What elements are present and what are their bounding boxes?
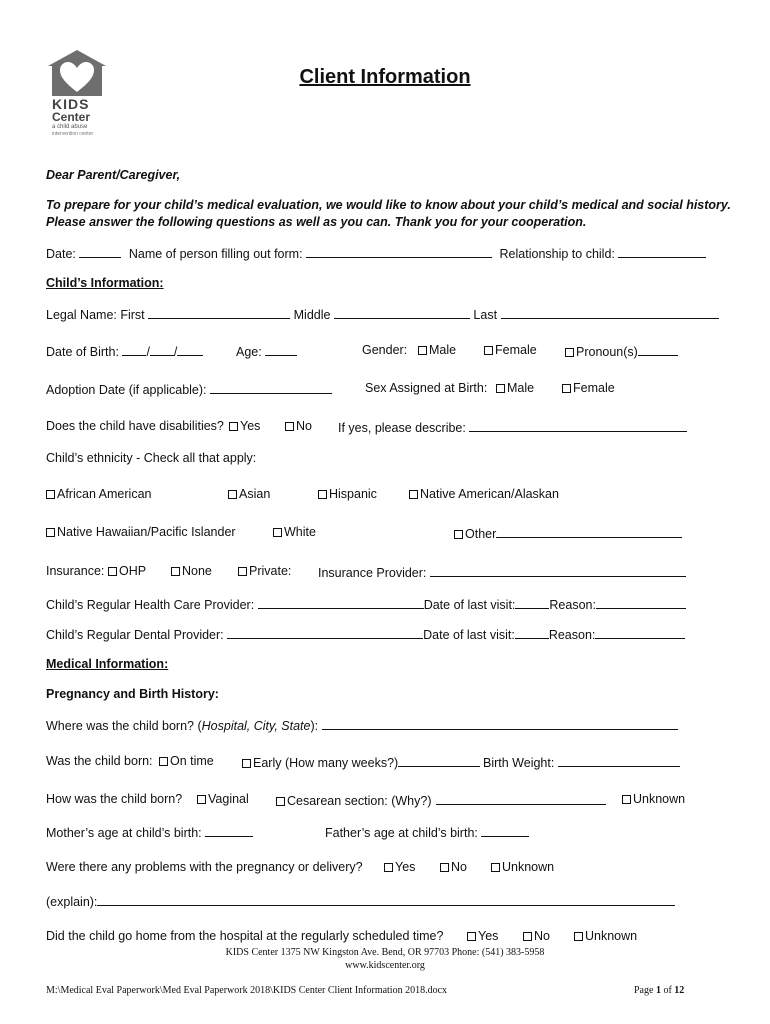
pronouns-checkbox[interactable] bbox=[565, 348, 574, 357]
dob-day-field[interactable] bbox=[150, 343, 174, 356]
insurance-private-option[interactable] bbox=[238, 564, 291, 578]
went-home-yes-option[interactable] bbox=[467, 929, 498, 943]
ethnicity-hispanic-checkbox[interactable] bbox=[318, 490, 327, 499]
born-where-hint: Hospital, City, State bbox=[201, 719, 311, 733]
disabilities-yes-checkbox[interactable] bbox=[229, 422, 238, 431]
insurance-provider-field[interactable] bbox=[430, 564, 686, 577]
age-label: Age: bbox=[236, 345, 262, 359]
age-group bbox=[236, 343, 297, 359]
row-date bbox=[46, 245, 706, 261]
last-name-field[interactable] bbox=[501, 306, 719, 319]
problems-no-option[interactable] bbox=[440, 860, 467, 874]
middle-name-field[interactable] bbox=[334, 306, 470, 319]
ethnicity-asian-checkbox[interactable] bbox=[228, 490, 237, 499]
born-on-time-checkbox[interactable] bbox=[159, 757, 168, 766]
gender-female-label: Female bbox=[495, 343, 537, 357]
sex-assigned-label: Sex Assigned at Birth: bbox=[365, 381, 488, 395]
born-cesarean-option[interactable] bbox=[276, 792, 606, 808]
page-title: Client Information bbox=[299, 66, 471, 88]
row-health-provider bbox=[46, 596, 686, 612]
problems-unknown-checkbox[interactable] bbox=[491, 863, 500, 872]
page-current: 1 bbox=[655, 985, 661, 996]
ethnicity-asian-label: Asian bbox=[239, 487, 271, 501]
disabilities-no-label: No bbox=[296, 419, 312, 433]
page-total: 12 bbox=[674, 985, 685, 996]
adoption-group bbox=[46, 381, 332, 397]
disabilities-no-option[interactable] bbox=[285, 419, 312, 433]
gender-male-checkbox[interactable] bbox=[418, 346, 427, 355]
problems-label: Were there any problems with the pregnancy or delivery? bbox=[46, 860, 363, 874]
born-vaginal-label: Vaginal bbox=[208, 792, 249, 806]
problems-yes-label: Yes bbox=[395, 860, 416, 874]
health-provider-label: Child’s Regular Health Care Provider: bbox=[46, 598, 255, 612]
disabilities-describe-group bbox=[338, 419, 687, 435]
person-filling-field[interactable] bbox=[306, 245, 492, 258]
logo-name-2: Center bbox=[52, 110, 91, 124]
born-where-label: Where was the child born? ( bbox=[46, 719, 202, 733]
kids-center-logo bbox=[46, 48, 108, 140]
first-name-label: Legal Name: First bbox=[46, 308, 145, 322]
ethnicity-african-american-option[interactable] bbox=[46, 487, 151, 501]
ethnicity-native-american-option[interactable] bbox=[409, 487, 559, 501]
mother-age-group bbox=[46, 824, 253, 840]
ethnicity-native-american-label: Native American/Alaskan bbox=[420, 487, 559, 501]
problems-unknown-label: Unknown bbox=[502, 860, 555, 874]
went-home-yes-label: Yes bbox=[478, 929, 499, 943]
problems-unknown-option[interactable] bbox=[491, 860, 554, 874]
insurance-provider-group bbox=[318, 564, 686, 580]
ethnicity-hispanic-option[interactable] bbox=[318, 487, 377, 501]
ethnicity-hawaiian-option[interactable] bbox=[46, 525, 236, 539]
born-unknown-checkbox[interactable] bbox=[622, 795, 631, 804]
ethnicity-hawaiian-checkbox[interactable] bbox=[46, 528, 55, 537]
dental-provider-field[interactable] bbox=[227, 626, 423, 639]
logo-tagline-2: intervention center bbox=[52, 131, 94, 137]
first-name-field[interactable] bbox=[148, 306, 290, 319]
insurance-private-checkbox[interactable] bbox=[238, 567, 247, 576]
row-dental-provider bbox=[46, 626, 685, 642]
gender-male-label: Male bbox=[429, 343, 457, 357]
father-age-group bbox=[325, 824, 529, 840]
footer-address: KIDS Center 1375 NW Kingston Ave. Bend, OR 97703 Phone: (541) 383-5958 bbox=[225, 947, 545, 958]
explain-label: (explain): bbox=[46, 895, 98, 909]
disabilities-describe-label: If yes, please describe: bbox=[338, 421, 466, 435]
date-label: Date: bbox=[46, 247, 76, 261]
born-when-label: Was the child born: bbox=[46, 754, 153, 768]
explain-field[interactable] bbox=[97, 893, 675, 906]
born-how-label: How was the child born? bbox=[46, 792, 183, 806]
insurance-label: Insurance: bbox=[46, 564, 105, 578]
ethnicity-hispanic-label: Hispanic bbox=[329, 487, 377, 501]
ethnicity-hawaiian-label: Native Hawaiian/Pacific Islander bbox=[57, 525, 236, 539]
born-where-field[interactable] bbox=[322, 717, 678, 730]
birth-weight-field[interactable] bbox=[558, 754, 680, 767]
dob-year-field[interactable] bbox=[177, 343, 203, 356]
born-vaginal-option[interactable] bbox=[197, 792, 249, 806]
father-age-label: Father’s age at child’s birth: bbox=[325, 826, 478, 840]
pronouns-label: Pronoun(s) bbox=[576, 345, 638, 359]
sab-female-checkbox[interactable] bbox=[562, 384, 571, 393]
page-of: of bbox=[663, 985, 672, 996]
sab-male-checkbox[interactable] bbox=[496, 384, 505, 393]
footer-website: www.kidscenter.org bbox=[345, 960, 425, 971]
disabilities-no-checkbox[interactable] bbox=[285, 422, 294, 431]
father-age-field[interactable] bbox=[481, 824, 529, 837]
born-cesarean-label: Cesarean section: (Why?) bbox=[287, 794, 432, 808]
gender-label: Gender: bbox=[362, 343, 408, 357]
problems-no-checkbox[interactable] bbox=[440, 863, 449, 872]
insurance-none-label: None bbox=[182, 564, 212, 578]
insurance-ohp-checkbox[interactable] bbox=[108, 567, 117, 576]
dob-slash-2: / bbox=[173, 345, 178, 359]
childs-information-heading: Child’s Information: bbox=[46, 276, 164, 290]
middle-name-label: Middle bbox=[293, 308, 331, 322]
born-early-weeks-field[interactable] bbox=[398, 754, 480, 767]
born-early-option[interactable] bbox=[242, 754, 480, 770]
dental-reason-field[interactable] bbox=[595, 626, 685, 639]
went-home-no-checkbox[interactable] bbox=[523, 932, 532, 941]
dental-last-visit-field[interactable] bbox=[515, 626, 549, 639]
gender-male-option[interactable] bbox=[418, 343, 456, 357]
birth-weight-group bbox=[483, 754, 680, 770]
born-vaginal-checkbox[interactable] bbox=[197, 795, 206, 804]
greeting: Dear Parent/Caregiver, bbox=[46, 168, 181, 182]
mother-age-field[interactable] bbox=[205, 824, 253, 837]
born-early-label: Early (How many weeks?) bbox=[253, 756, 399, 770]
health-provider-field[interactable] bbox=[258, 596, 424, 609]
disabilities-yes-label: Yes bbox=[240, 419, 261, 433]
date-field[interactable] bbox=[79, 245, 121, 258]
went-home-unknown-option[interactable] bbox=[574, 929, 637, 943]
dental-reason-label: Reason: bbox=[548, 628, 596, 642]
mother-age-label: Mother’s age at child’s birth: bbox=[46, 826, 202, 840]
dob-label: Date of Birth: bbox=[46, 345, 119, 359]
insurance-provider-label: Insurance Provider: bbox=[318, 566, 427, 580]
relationship-label: Relationship to child: bbox=[499, 247, 615, 261]
page-prefix: Page bbox=[634, 985, 654, 996]
age-field[interactable] bbox=[265, 343, 297, 356]
ethnicity-african-american-label: African American bbox=[57, 487, 152, 501]
went-home-unknown-checkbox[interactable] bbox=[574, 932, 583, 941]
went-home-label: Did the child go home from the hospital at the regularly scheduled time? bbox=[46, 929, 444, 943]
row-explain bbox=[46, 893, 675, 909]
insurance-none-checkbox[interactable] bbox=[171, 567, 180, 576]
medical-information-heading: Medical Information: bbox=[46, 657, 169, 671]
health-last-visit-field[interactable] bbox=[515, 596, 549, 609]
dob-slash-1: / bbox=[146, 345, 150, 359]
intro-line-2: Please answer the following questions as well as you can. Thank you for your cooperation. bbox=[46, 215, 587, 229]
sab-male-label: Male bbox=[507, 381, 535, 395]
row-legal-name bbox=[46, 306, 719, 322]
pregnancy-birth-heading: Pregnancy and Birth History: bbox=[46, 687, 219, 701]
ethnicity-other-checkbox[interactable] bbox=[454, 530, 463, 539]
row-born-where bbox=[46, 717, 678, 733]
dob-month-field[interactable] bbox=[122, 343, 146, 356]
ethnicity-white-label: White bbox=[284, 525, 316, 539]
ethnicity-white-option[interactable] bbox=[273, 525, 316, 539]
disabilities-yes-option[interactable] bbox=[229, 419, 260, 433]
sab-male-option[interactable] bbox=[496, 381, 534, 395]
last-name-label: Last bbox=[473, 308, 498, 322]
ethnicity-other-field[interactable] bbox=[496, 525, 682, 538]
ethnicity-other-label: Other bbox=[465, 527, 497, 541]
pronouns-option[interactable] bbox=[565, 343, 678, 359]
insurance-ohp-label: OHP bbox=[119, 564, 147, 578]
gender-female-checkbox[interactable] bbox=[484, 346, 493, 355]
intro-line-1: To prepare for your child’s medical evaluation, we would like to know about your child’s medical and social history. bbox=[46, 198, 731, 212]
ethnicity-white-checkbox[interactable] bbox=[273, 528, 282, 537]
dental-provider-label: Child’s Regular Dental Provider: bbox=[46, 628, 224, 642]
born-unknown-option[interactable] bbox=[622, 792, 685, 806]
ethnicity-asian-option[interactable] bbox=[228, 487, 270, 501]
insurance-ohp-option[interactable] bbox=[108, 564, 146, 578]
dental-last-visit-label: Date of last visit: bbox=[423, 628, 515, 642]
born-on-time-label: On time bbox=[170, 754, 214, 768]
pronouns-field[interactable] bbox=[638, 343, 678, 356]
insurance-private-label: Private: bbox=[249, 564, 292, 578]
born-cesarean-why-field[interactable] bbox=[436, 792, 606, 805]
problems-yes-option[interactable] bbox=[384, 860, 415, 874]
ethnicity-african-american-checkbox[interactable] bbox=[46, 490, 55, 499]
person-filling-label: Name of person filling out form: bbox=[128, 247, 303, 261]
adoption-date-field[interactable] bbox=[210, 381, 332, 394]
problems-no-label: No bbox=[451, 860, 467, 874]
born-unknown-label: Unknown bbox=[633, 792, 686, 806]
ethnicity-other-option[interactable] bbox=[454, 525, 682, 541]
dob-group bbox=[46, 343, 203, 359]
disabilities-describe-field[interactable] bbox=[469, 419, 687, 432]
went-home-yes-checkbox[interactable] bbox=[467, 932, 476, 941]
went-home-no-option[interactable] bbox=[523, 929, 550, 943]
page-number bbox=[634, 985, 684, 996]
footer-file-path: M:\Medical Eval Paperwork\Med Eval Paperwork 2018\KIDS Center Client Information 2018.docx bbox=[46, 985, 448, 996]
health-last-visit-label: Date of last visit: bbox=[423, 598, 516, 612]
sab-female-option[interactable] bbox=[562, 381, 615, 395]
went-home-no-label: No bbox=[534, 929, 550, 943]
adoption-label: Adoption Date (if applicable): bbox=[46, 383, 207, 397]
sab-female-label: Female bbox=[573, 381, 615, 395]
born-on-time-option[interactable] bbox=[159, 754, 214, 768]
born-cesarean-checkbox[interactable] bbox=[276, 797, 285, 806]
went-home-unknown-label: Unknown bbox=[585, 929, 638, 943]
problems-yes-checkbox[interactable] bbox=[384, 863, 393, 872]
relationship-field[interactable] bbox=[618, 245, 706, 258]
ethnicity-label: Child’s ethnicity - Check all that apply: bbox=[46, 451, 257, 465]
born-where-end: ): bbox=[310, 719, 319, 733]
logo-tagline-1: a child abuse bbox=[52, 124, 88, 130]
disabilities-label: Does the child have disabilities? bbox=[46, 419, 224, 433]
gender-female-option[interactable] bbox=[484, 343, 537, 357]
insurance-none-option[interactable] bbox=[171, 564, 212, 578]
born-early-checkbox[interactable] bbox=[242, 759, 251, 768]
health-reason-field[interactable] bbox=[596, 596, 686, 609]
health-reason-label: Reason: bbox=[549, 598, 596, 612]
ethnicity-native-american-checkbox[interactable] bbox=[409, 490, 418, 499]
birth-weight-label: Birth Weight: bbox=[483, 756, 555, 770]
logo-name: KIDS bbox=[52, 96, 90, 112]
